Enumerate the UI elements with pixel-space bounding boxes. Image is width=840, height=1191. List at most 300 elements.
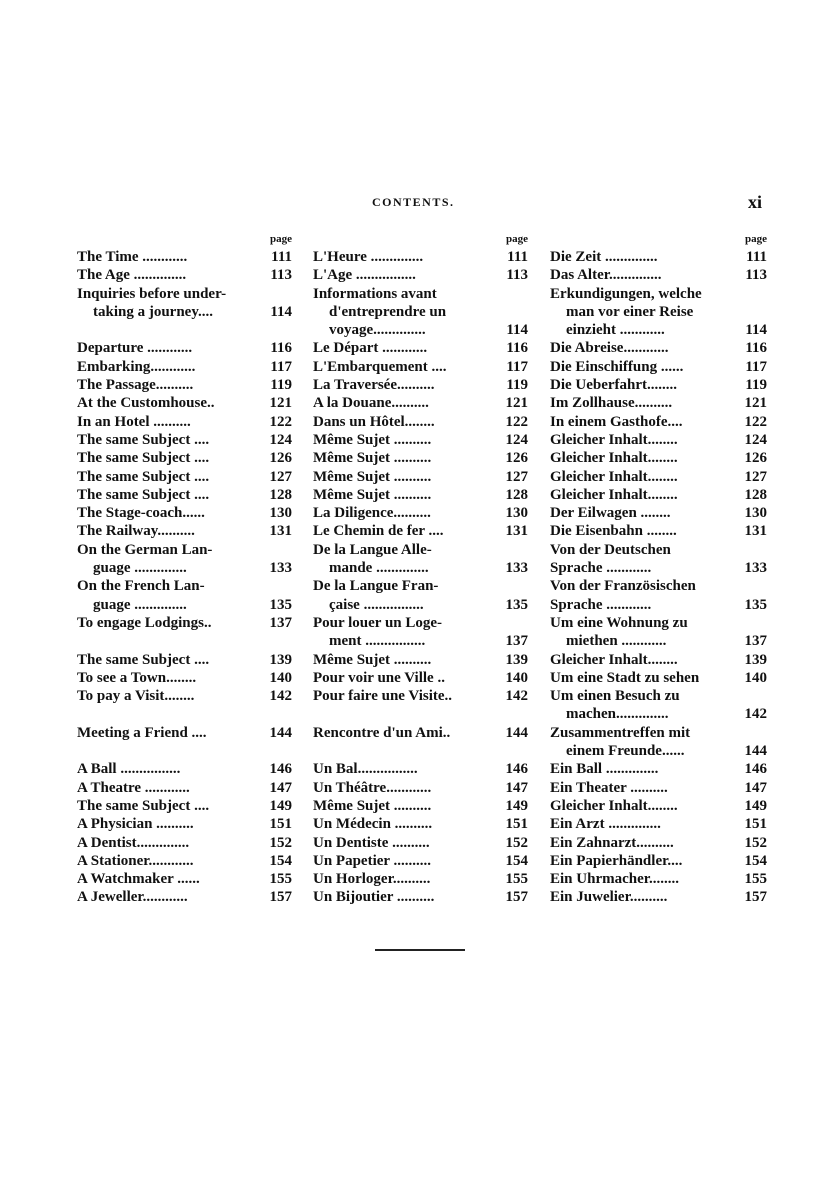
toc-entry [550,376,767,394]
toc-entry-page: 133 [505,560,528,577]
toc-entry-title: Sprache ............ [550,560,652,577]
toc-entry-page: 114 [506,322,528,339]
toc-entry [550,486,767,504]
toc-entry [77,742,292,760]
toc-entry [77,651,292,669]
toc-entry-page: 113 [745,267,767,284]
toc-entry-page: 146 [269,761,292,778]
toc-entry-page: 149 [744,797,767,814]
toc-entry-title: Un Médecin .......... [313,816,433,833]
toc-entry [313,888,528,906]
toc-entry-title: In einem Gasthofe.... [550,413,683,430]
toc-entry [77,852,292,870]
toc-entry-title: La Diligence.......... [313,505,431,522]
toc-entry-title: Im Zollhause.......... [550,395,673,412]
toc-entry [313,577,528,595]
toc-entry-page: 154 [744,852,767,869]
toc-entry-page: 117 [745,358,767,375]
toc-entry-title: At the Customhouse.. [77,395,215,412]
toc-entry-title: A Dentist.............. [77,834,190,851]
toc-entry [77,394,292,412]
toc-entry-title: man vor einer Reise [566,303,694,320]
toc-entry-title: miethen ............ [566,633,667,650]
toc-entry [77,431,292,449]
toc-entry-page: 131 [505,523,528,540]
toc-entry-title: Même Sujet .......... [313,450,432,467]
toc-entry-page: 133 [269,560,292,577]
toc-entry-title: mande .............. [329,560,429,577]
toc-entry-title: Un Bijoutier .......... [313,889,435,906]
toc-entry [550,577,767,595]
toc-entry-title: The Stage-coach...... [77,505,205,522]
toc-entry [550,358,767,376]
toc-entry-page: 130 [744,505,767,522]
toc-entry [550,559,767,577]
toc-entry [77,376,292,394]
toc-entry-title: Departure ............ [77,340,193,357]
toc-entry-title: In an Hotel .......... [77,413,191,430]
toc-entry-title: The same Subject .... [77,486,210,503]
toc-entry-title: The same Subject .... [77,450,210,467]
toc-entry-page: 155 [269,871,292,888]
toc-entry-title: Um einen Besuch zu [550,688,680,705]
toc-entry [313,687,528,705]
toc-entry [77,779,292,797]
toc-entry-page: 126 [744,450,767,467]
toc-entry-page: 146 [505,761,528,778]
toc-entry [77,303,292,321]
toc-entry-title: Un Dentiste .......... [313,834,430,851]
toc-entry [313,339,528,357]
toc-entry-page: 122 [269,413,292,430]
toc-entry [550,303,767,321]
toc-entry-title: Die Abreise............ [550,340,669,357]
toc-entry-page: 157 [505,889,528,906]
toc-entry-title: Pour faire une Visite.. [313,688,453,705]
toc-entry-title: To pay a Visit........ [77,688,195,705]
toc-entry-title: guage .............. [93,560,187,577]
toc-entry [550,651,767,669]
toc-entry-title: Inquiries before under- [77,285,227,302]
toc-entry [550,285,767,303]
toc-entry-page: 154 [269,852,292,869]
toc-entry [550,468,767,486]
toc-entry [550,614,767,632]
toc-entry-page: 119 [745,377,767,394]
toc-entry-title: Die Eisenbahn ........ [550,523,677,540]
toc-entry-title: The same Subject .... [77,797,210,814]
toc-entry-title: Die Einschiffung ...... [550,358,684,375]
toc-entry-title: The same Subject .... [77,468,210,485]
toc-entry [550,504,767,522]
toc-entry [77,596,292,614]
toc-entry [550,669,767,687]
toc-entry [313,468,528,486]
toc-entry [313,266,528,284]
toc-entry-page: 151 [269,816,292,833]
toc-entry-title: Un Horloger.......... [313,871,431,888]
toc-entry [550,888,767,906]
toc-entry-page: 152 [744,834,767,851]
toc-entry [313,285,528,303]
toc-entry [77,541,292,559]
toc-entry-page: 146 [744,761,767,778]
toc-entry [313,394,528,412]
toc-entry-title: Gleicher Inhalt........ [550,450,678,467]
toc-entry-page: 139 [744,651,767,668]
toc-entry [550,779,767,797]
toc-entry-page: 121 [505,395,528,412]
toc-entry [77,870,292,888]
toc-entry [313,248,528,266]
toc-entry [550,596,767,614]
toc-entry-page: 128 [269,486,292,503]
toc-entry-page: 147 [744,779,767,796]
toc-entry-page: 142 [269,688,292,705]
toc-entry-title: Die Ueberfahrt........ [550,377,678,394]
toc-entry-title: Un Papetier .......... [313,852,432,869]
toc-entry-title: einzieht ............ [566,322,665,339]
closing-rule [375,949,465,951]
toc-entry [77,815,292,833]
toc-entry-title: The Passage.......... [77,377,194,394]
toc-entry [550,632,767,650]
toc-entry-page: 121 [744,395,767,412]
toc-entry-title: guage .............. [93,596,187,613]
toc-entry [313,559,528,577]
page-column-label: page [270,233,292,245]
toc-entry [550,522,767,540]
toc-entry [313,486,528,504]
toc-entry-page: 119 [270,377,292,394]
toc-entry-page: 140 [744,669,767,686]
toc-entry [550,321,767,339]
toc-entry [77,705,292,723]
toc-entry-title: Un Théâtre............ [313,779,432,796]
toc-entry [550,760,767,778]
toc-entry-page: 127 [505,468,528,485]
toc-entry [313,669,528,687]
toc-entry-title: Embarking............ [77,358,196,375]
toc-entry [313,541,528,559]
toc-entry-title: Von der Deutschen [550,541,671,558]
german-column [550,231,767,907]
page-column-label: page [506,233,528,245]
running-title: CONTENTS. [372,195,455,209]
toc-entry-title: Même Sujet .......... [313,651,432,668]
toc-entry-title: To see a Town........ [77,669,197,686]
toc-entry-page: 130 [505,505,528,522]
toc-entry [550,394,767,412]
toc-entry-page: 127 [269,468,292,485]
toc-entry [313,834,528,852]
toc-entry [550,248,767,266]
toc-entry-page: 157 [269,889,292,906]
toc-entry [313,504,528,522]
toc-entry-title [77,705,264,723]
toc-entry-title: A Ball ................ [77,761,181,778]
toc-entry-title: Das Alter.............. [550,267,662,284]
toc-entry-title [313,705,500,723]
toc-entry [313,413,528,431]
toc-entry-page: 128 [744,486,767,503]
toc-entry [313,358,528,376]
toc-entry-page: 126 [269,450,292,467]
toc-entry-page: 131 [269,523,292,540]
toc-entry-page: 133 [744,560,767,577]
toc-entry [77,468,292,486]
toc-entry-title: The Age .............. [77,267,187,284]
toc-entry [77,888,292,906]
toc-entry-page: 137 [269,614,292,631]
toc-entry [77,669,292,687]
toc-entry [550,431,767,449]
toc-entry [77,760,292,778]
toc-entry [77,577,292,595]
toc-entry-page: 114 [745,322,767,339]
toc-entry-page: 135 [269,596,292,613]
toc-entry-page: 135 [505,596,528,613]
toc-entry-title: The same Subject .... [77,651,210,668]
toc-entry [550,834,767,852]
toc-entry-title: Rencontre d'un Ami.. [313,724,451,741]
toc-entry [313,760,528,778]
toc-entry-title: Pour voir une Ville .. [313,669,445,686]
toc-entry-title: ment ................ [329,633,426,650]
toc-entry-page: 124 [505,431,528,448]
toc-entry-title: The Railway.......... [77,523,195,540]
toc-entry-title: Der Eilwagen ........ [550,505,671,522]
toc-entry-page: 117 [270,358,292,375]
toc-entry-title: A Theatre ............ [77,779,190,796]
toc-entry-title [77,742,264,760]
toc-entry-page: 142 [744,706,767,723]
toc-entry [77,834,292,852]
toc-entry [77,266,292,284]
toc-entry [550,266,767,284]
toc-entry [313,303,528,321]
toc-entry-title: Von der Französischen [550,578,696,595]
toc-entry [313,522,528,540]
toc-entry-title [77,321,264,339]
toc-entry [77,522,292,540]
toc-entry [313,614,528,632]
toc-entry-page: 111 [271,249,292,265]
toc-entry-title: De la Langue Fran- [313,578,439,595]
toc-entry-page: 116 [270,340,292,357]
toc-entry-title: A Stationer............ [77,852,194,869]
toc-entry-title: Zusammentreffen mit [550,724,691,741]
toc-entry-title: A Physician .......... [77,816,194,833]
toc-entry [550,705,767,723]
toc-entry-title: Um eine Stadt zu sehen [550,669,700,686]
toc-entry [313,632,528,650]
toc-entry-title: Sprache ............ [550,596,652,613]
toc-entry-title [313,742,500,760]
toc-entry-page: 116 [745,340,767,357]
toc-entry-page: 139 [505,651,528,668]
toc-entry-title: L'Age ................ [313,267,416,284]
toc-entry-page: 154 [505,852,528,869]
toc-entry [550,815,767,833]
toc-entry-title: Ein Uhrmacher........ [550,871,680,888]
toc-entry-title: Gleicher Inhalt........ [550,651,678,668]
toc-entry-page: 117 [506,358,528,375]
english-column [77,231,292,907]
toc-entry-title: einem Freunde...... [566,743,685,760]
toc-entry [550,742,767,760]
toc-entry [313,431,528,449]
toc-entry [77,486,292,504]
toc-entry-title: Ein Papierhändler.... [550,852,683,869]
toc-entry [313,742,528,760]
toc-entry-page: 121 [269,395,292,412]
toc-entry-title: Informations avant [313,285,437,302]
toc-entry [550,449,767,467]
toc-entry-page: 144 [269,724,292,741]
toc-entry [77,413,292,431]
toc-entry-page: 140 [505,669,528,686]
toc-entry [313,870,528,888]
toc-entry-title [77,632,264,650]
toc-entry-page: 113 [506,267,528,284]
toc-entry-title: Gleicher Inhalt........ [550,431,678,448]
toc-entry [550,541,767,559]
toc-entry-title: To engage Lodgings.. [77,614,212,631]
toc-entry-title: Um eine Wohnung zu [550,614,688,631]
toc-entry-page: 116 [506,340,528,357]
toc-entry-page: 151 [505,816,528,833]
toc-entry [77,285,292,303]
toc-entry [77,321,292,339]
toc-entry [77,504,292,522]
toc-entry [550,724,767,742]
toc-entry-title: Erkundigungen, welche [550,285,702,302]
toc-entry-page: 113 [270,267,292,284]
toc-entry [313,596,528,614]
toc-entry-page: 111 [746,249,767,265]
toc-entry-title: Ein Zahnarzt.......... [550,834,674,851]
toc-entry-title: Pour louer un Loge- [313,614,443,631]
toc-entry-page: 126 [505,450,528,467]
toc-entry-page: 155 [744,871,767,888]
toc-entry-page: 149 [269,797,292,814]
toc-entry-title: Le Chemin de fer .... [313,523,444,540]
toc-entry-page: 139 [269,651,292,668]
toc-entry-title: Ein Ball .............. [550,761,659,778]
french-column [313,231,528,907]
toc-entry-page: 135 [744,596,767,613]
toc-entry [77,339,292,357]
toc-entry [550,413,767,431]
toc-entry-page: 157 [744,889,767,906]
toc-entry [313,797,528,815]
toc-entry [77,614,292,632]
toc-entry-title: Dans un Hôtel........ [313,413,435,430]
toc-entry-title: çaise ................ [329,596,424,613]
toc-entry-title: taking a journey.... [93,303,214,320]
toc-entry-title: De la Langue Alle- [313,541,432,558]
toc-entry-title: Gleicher Inhalt........ [550,468,678,485]
toc-entry-page: 152 [269,834,292,851]
toc-entry-title: The Time ............ [77,249,188,265]
toc-entry [550,339,767,357]
running-head [0,193,840,215]
toc-entry [77,632,292,650]
toc-entry-page: 149 [505,797,528,814]
toc-entry [313,779,528,797]
toc-entry-title: machen.............. [566,706,669,723]
page-number: xi [748,192,763,212]
toc-entry-page: 137 [505,633,528,650]
toc-entry [77,248,292,266]
toc-entry-title: Die Zeit .............. [550,249,658,265]
toc-entry [77,797,292,815]
toc-entry-page: 130 [269,505,292,522]
toc-entry-title: La Traversée.......... [313,377,435,394]
toc-entry-title: Ein Juwelier.......... [550,889,668,906]
toc-entry-page: 124 [269,431,292,448]
toc-entry-page: 114 [270,303,292,320]
toc-entry-title: Gleicher Inhalt........ [550,797,678,814]
toc-entry-page: 147 [269,779,292,796]
toc-entry-title: d'entreprendre un [329,303,447,320]
toc-entry [550,852,767,870]
toc-entry-title: Un Bal................ [313,761,418,778]
toc-entry-page: 122 [505,413,528,430]
toc-entry-page: 142 [505,688,528,705]
toc-entry-title: Même Sujet .......... [313,468,432,485]
toc-entry-page: 127 [744,468,767,485]
toc-entry-title: Le Départ ............ [313,340,428,357]
toc-entry-title: Ein Arzt .............. [550,816,661,833]
toc-entry [77,358,292,376]
toc-entry [77,559,292,577]
toc-entry-page: 122 [744,413,767,430]
toc-entry-title: On the French Lan- [77,578,205,595]
toc-entry-page: 152 [505,834,528,851]
toc-entry-page: 140 [269,669,292,686]
toc-entry-page: 155 [505,871,528,888]
toc-entry [313,321,528,339]
toc-entry [313,376,528,394]
toc-entry-page: 119 [506,377,528,394]
toc-entry-title: A Jeweller............ [77,889,188,906]
toc-entry [550,870,767,888]
toc-entry [313,449,528,467]
toc-entry-page: 137 [744,633,767,650]
toc-entry [313,705,528,723]
toc-entry-title: Meeting a Friend .... [77,724,207,741]
toc-entry-page: 144 [744,743,767,760]
toc-entry [313,852,528,870]
toc-entry [550,797,767,815]
toc-entry [77,724,292,742]
toc-entry-title: A la Douane.......... [313,395,429,412]
toc-entry-title: voyage.............. [329,322,426,339]
toc-entry-page: 111 [507,249,528,265]
toc-entry [313,651,528,669]
toc-entry-page: 147 [505,779,528,796]
toc-entry-page: 151 [744,816,767,833]
toc-entry-title: The same Subject .... [77,431,210,448]
toc-entry [550,687,767,705]
toc-entry-page: 144 [505,724,528,741]
toc-entry-title: On the German Lan- [77,541,213,558]
toc-entry-title: Gleicher Inhalt........ [550,486,678,503]
toc-entry [77,449,292,467]
toc-entry-title: Même Sujet .......... [313,431,432,448]
